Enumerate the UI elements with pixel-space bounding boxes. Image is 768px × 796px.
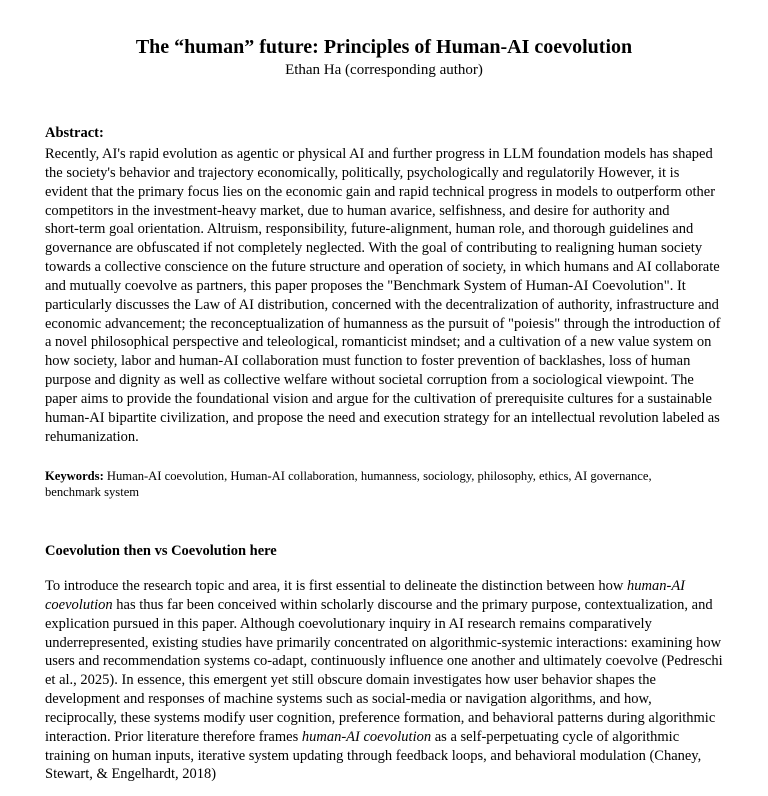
author-line: Ethan Ha (corresponding author) xyxy=(285,62,483,78)
section-paragraph xyxy=(45,577,723,784)
abstract-line: governance are obfuscated if not completely neglected. With the goal of contributing to realigning human society xyxy=(45,240,703,257)
abstract-line: rehumanization. xyxy=(45,428,139,445)
text-run: interaction. Prior literature therefore frames xyxy=(45,728,302,745)
section-heading: Coevolution then vs Coevolution here xyxy=(45,543,277,559)
abstract-body xyxy=(45,145,720,447)
text-run: users and recommendation systems co-adapt, continuously influence one another and ultimately coevolve (Pedreschi xyxy=(45,653,723,670)
paragraph-line xyxy=(45,671,723,690)
text-run: et al., 2025). In essence, this emergent yet still obscure domain investigates how user behavior shapes the xyxy=(45,672,656,689)
text-run: To introduce the research topic and area, it is first essential to delineate the distinction between how xyxy=(45,578,628,594)
abstract-line: and mutually coevolve as partners, this paper proposes the "Benchmark System of Human-AI Coevolution". It xyxy=(45,277,686,294)
abstract-line: human-AI bipartite civilization, and propose the need and execution strategy for an intellectual revolution labeled as xyxy=(45,409,720,426)
italic-term: human-AI xyxy=(627,578,686,594)
paragraph-line xyxy=(45,634,723,653)
paragraph-line xyxy=(45,747,723,766)
paragraph-line xyxy=(45,690,723,709)
text-run: as a self-perpetuating cycle of algorithmic xyxy=(431,728,680,745)
keywords-text: benchmark system xyxy=(45,485,140,499)
abstract-line: particularly discusses the Law of AI distribution, concerned with the decentralization of authority, infrastructure and xyxy=(45,296,719,313)
keywords xyxy=(45,468,652,500)
text-run: development and responses of machine systems such as social-media or navigation algorithms, and how, xyxy=(45,691,652,708)
italic-term: coevolution xyxy=(45,596,113,613)
paper-title: The “human” future: Principles of Human-AI coevolution xyxy=(135,36,633,58)
paragraph-line xyxy=(45,765,723,784)
abstract-line: purpose and dignity as well as collective welfare without societal corruption from a sociological viewpoint. The xyxy=(45,372,694,389)
paragraph-line xyxy=(45,596,723,615)
keywords-text: Human-AI coevolution, Human-AI collaboration, humanness, sociology, philosophy, ethics, AI governance, xyxy=(103,469,652,483)
abstract-line: the society's behavior and trajectory economically, politically, psychologically and regulatorily However, it is xyxy=(45,164,680,181)
keywords-label: Keywords: xyxy=(45,469,104,483)
text-run: training on human inputs, iterative system updating through feedback loops, and behavioral modulation (Chaney, xyxy=(45,747,702,764)
abstract-line: towards a collective conscience on the future structure and operation of society, in which humans and AI collaborate xyxy=(45,259,720,276)
keywords-line xyxy=(45,484,652,500)
text-run: underrepresented, existing studies have primarily concentrated on algorithmic-systemic interactions: examining how xyxy=(45,634,722,651)
paragraph-line xyxy=(45,652,723,671)
abstract-line: paper aims to provide the foundational vision and argue for the cultivation of prerequisite cultures for a sustainable xyxy=(45,390,712,407)
italic-term: human-AI coevolution xyxy=(301,728,432,745)
abstract-line: economic advancement; the reconceptualization of humanness as the pursuit of "poiesis" through the introduction of xyxy=(45,315,721,332)
paragraph-line xyxy=(45,728,723,747)
text-run: reciprocally, these systems modify user cognition, preference formation, and behavioral patterns during algorithmic xyxy=(45,709,716,726)
text-run: explication pursued in this paper. Although coevolutionary inquiry in AI research remains comparatively xyxy=(45,615,652,632)
abstract-line: competitors in the investment-heavy market, due to human avarice, selfishness, and desire for authority and xyxy=(45,202,670,219)
paragraph-line xyxy=(45,615,723,634)
text-run: has thus far been conceived within scholarly discourse and the primary purpose, contextualization, and xyxy=(112,596,713,613)
text-run: Stewart, & Engelhardt, 2018) xyxy=(45,766,217,783)
abstract-line: a novel philosophical perspective and teleological, romanticist mindset; and a cultivation of a new value system on xyxy=(45,334,712,351)
abstract-label: Abstract: xyxy=(45,125,104,141)
paragraph-line xyxy=(45,577,723,596)
abstract-line: evident that the primary focus lies on the economic gain and rapid technical progress in models to outperform other xyxy=(45,183,716,200)
abstract-line: how society, labor and human-AI collaboration must function to foster prevention of backlashes, loss of human xyxy=(45,353,691,370)
abstract-line: short-term goal orientation. Altruism, responsibility, future-alignment, human role, and thorough guidelines and xyxy=(45,221,694,238)
paragraph-line xyxy=(45,709,723,728)
abstract-line: Recently, AI's rapid evolution as agentic or physical AI and further progress in LLM foundation models has shaped xyxy=(45,146,713,162)
keywords-line xyxy=(45,468,652,484)
